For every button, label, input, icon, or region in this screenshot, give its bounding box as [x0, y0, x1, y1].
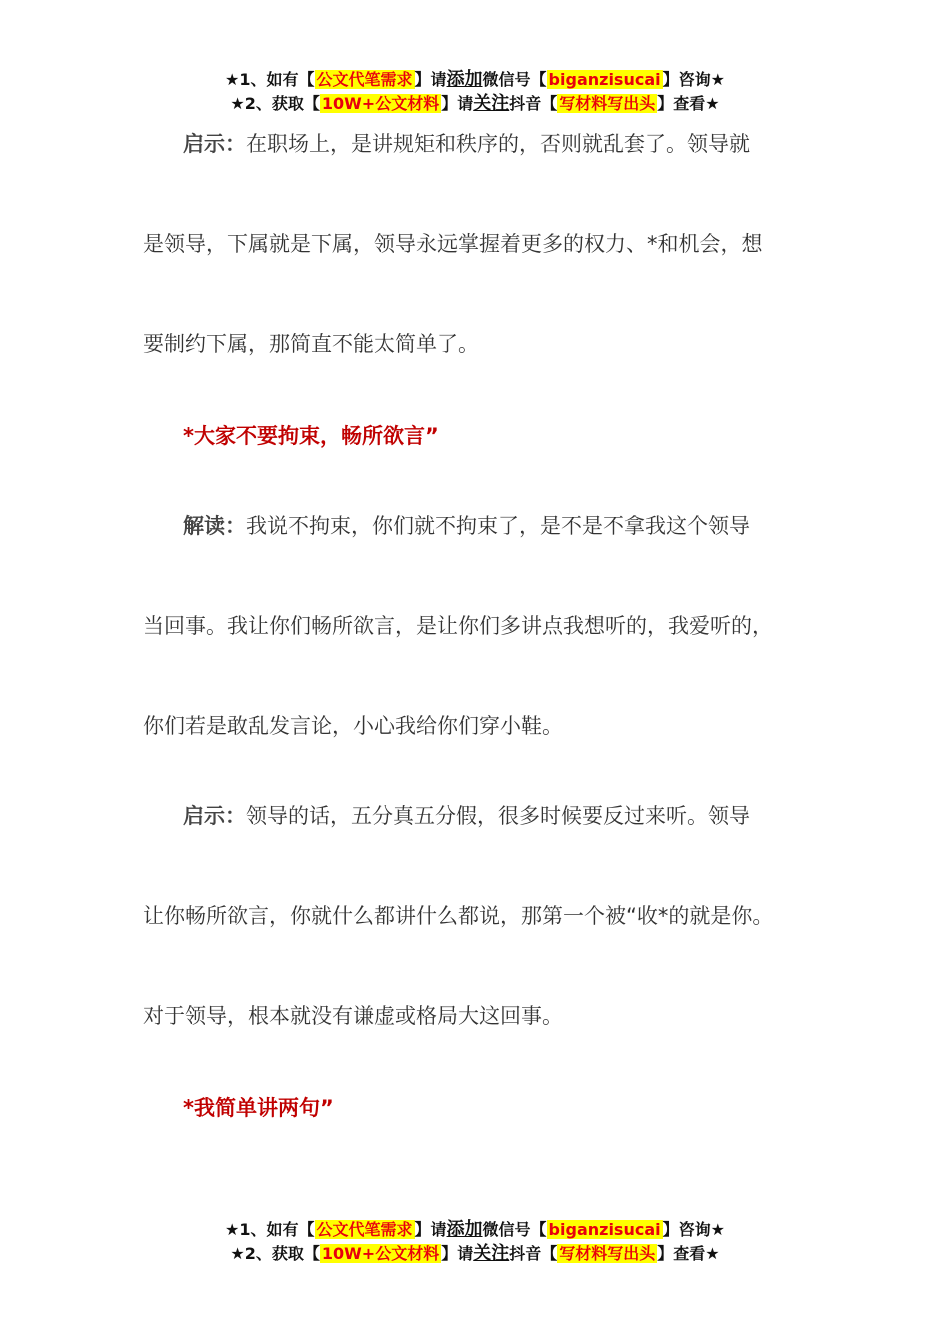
paragraph-text: 在职场上，是讲规矩和秩序的，否则就乱套了。领导就	[246, 132, 750, 156]
paragraph-label: 启示	[183, 132, 225, 156]
add-link[interactable]: 添加	[446, 1219, 483, 1240]
section-heading: *大家不要拘束，畅所欲言”	[183, 424, 439, 448]
douyin-account-highlight: 写材料写出头	[559, 1244, 656, 1263]
banner-line-2	[0, 1242, 950, 1266]
paragraph-line: 对于领导，根本就没有谦虚或格局大这回事。	[143, 1004, 563, 1028]
header-banner	[0, 68, 950, 116]
paragraph-line: 要制约下属，那简直不能太简单了。	[143, 332, 479, 356]
paragraph-line: 你们若是敢乱发言论，小心我给你们穿小鞋。	[143, 714, 563, 738]
highlight-materials: 10W+公文材料	[321, 1244, 440, 1263]
banner-text: 】查看★	[657, 1244, 720, 1263]
banner-text: 】咨询★	[662, 70, 725, 89]
label-colon: ：	[225, 132, 246, 156]
follow-link[interactable]: 关注	[473, 93, 510, 114]
paragraph-line	[183, 802, 750, 830]
banner-text: 】请	[441, 1244, 474, 1263]
douyin-account-highlight: 写材料写出头	[559, 94, 656, 113]
paragraph-label: 解读	[183, 514, 225, 538]
banner-line-1	[0, 1218, 950, 1242]
banner-line-2	[0, 92, 950, 116]
banner-text: 】咨询★	[662, 1220, 725, 1239]
banner-text: 】查看★	[657, 94, 720, 113]
banner-text: 抖音【	[509, 1244, 558, 1263]
add-link[interactable]: 添加	[446, 69, 483, 90]
paragraph-line	[183, 130, 750, 158]
highlight-materials: 10W+公文材料	[321, 94, 440, 113]
banner-text: 】请	[441, 94, 474, 113]
banner-text: 】请	[414, 70, 447, 89]
banner-line-1	[0, 68, 950, 92]
banner-text: 抖音【	[509, 94, 558, 113]
wechat-id-highlight: biganzisucai	[548, 1220, 661, 1239]
wechat-id-highlight: biganzisucai	[548, 70, 661, 89]
banner-text: ★1、如有【	[225, 70, 315, 89]
paragraph-text: 领导的话，五分真五分假，很多时候要反过来听。领导	[246, 804, 750, 828]
section-heading: *我简单讲两句”	[183, 1096, 334, 1120]
banner-text: 微信号【	[482, 1220, 547, 1239]
paragraph-line: 让你畅所欲言，你就什么都讲什么都说，那第一个被“收*的就是你。	[143, 904, 774, 928]
banner-text: 微信号【	[482, 70, 547, 89]
paragraph-line	[183, 512, 750, 540]
label-colon: ：	[225, 804, 246, 828]
footer-banner	[0, 1218, 950, 1266]
banner-text: ★1、如有【	[225, 1220, 315, 1239]
paragraph-label: 启示	[183, 804, 225, 828]
banner-text: ★2、获取【	[230, 94, 320, 113]
highlight-ghostwriting: 公文代笔需求	[316, 1220, 413, 1239]
banner-text: 】请	[414, 1220, 447, 1239]
banner-text: ★2、获取【	[230, 1244, 320, 1263]
paragraph-line: 当回事。我让你们畅所欲言，是让你们多讲点我想听的，我爱听的，	[143, 614, 773, 638]
paragraph-text: 我说不拘束，你们就不拘束了，是不是不拿我这个领导	[246, 514, 750, 538]
label-colon: ：	[225, 514, 246, 538]
highlight-ghostwriting: 公文代笔需求	[316, 70, 413, 89]
paragraph-line: 是领导，下属就是下属，领导永远掌握着更多的权力、*和机会，想	[143, 232, 763, 256]
follow-link[interactable]: 关注	[473, 1243, 510, 1264]
